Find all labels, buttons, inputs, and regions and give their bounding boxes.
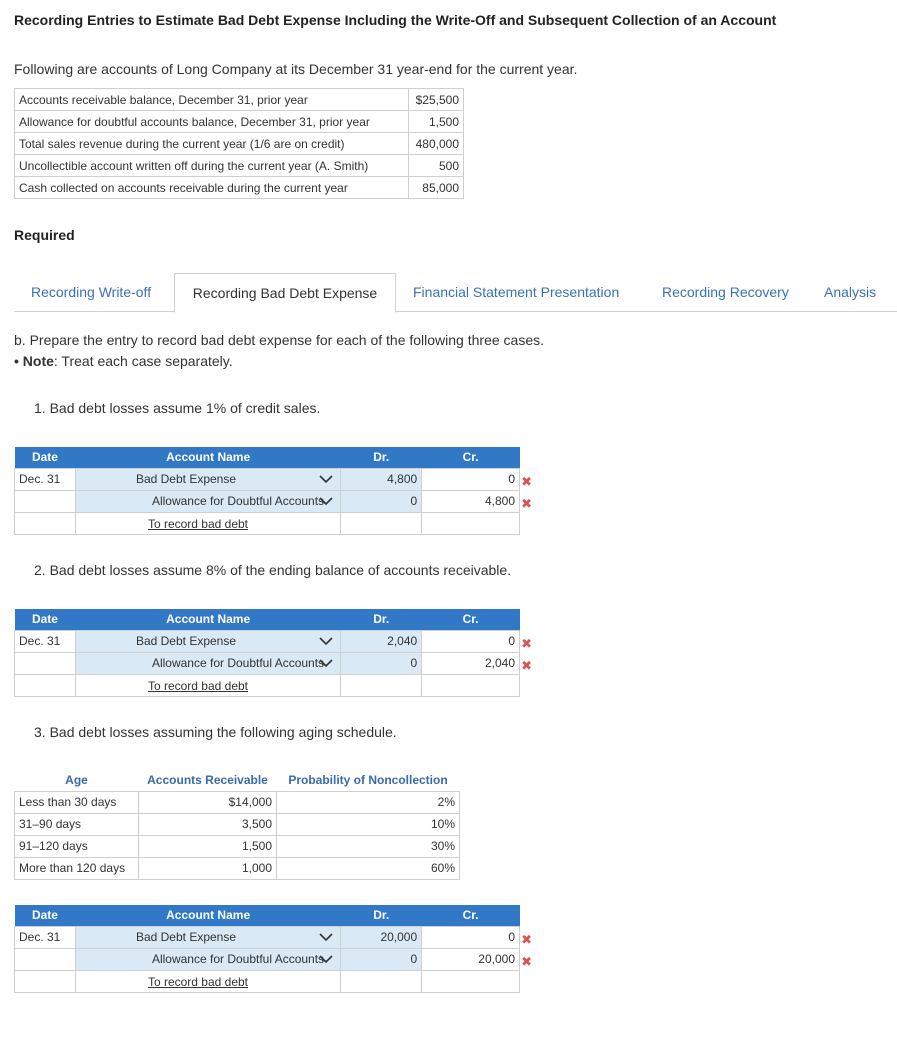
- header-date: Date: [15, 905, 76, 926]
- date-cell: Dec. 31: [15, 630, 76, 652]
- credit-value: 0: [508, 472, 515, 486]
- ar-cell: 3,500: [139, 813, 277, 835]
- aging-schedule-table: [14, 769, 460, 880]
- credit-cell: [422, 970, 520, 992]
- table-row: [15, 111, 464, 133]
- account-label: Cash collected on accounts receivable during the current year: [15, 177, 409, 199]
- probability-cell: 30%: [277, 835, 460, 857]
- journal-table-case-1: [14, 447, 532, 535]
- table-row: [15, 155, 464, 177]
- table-row: [15, 791, 460, 813]
- journal-table-case-3: [14, 905, 532, 993]
- incorrect-icon: ✖: [521, 954, 532, 969]
- header-accounts-receivable: Accounts Receivable: [147, 772, 268, 787]
- credit-value: 4,800: [484, 494, 515, 508]
- memo-cell: [75, 970, 340, 992]
- header-dr: Dr.: [341, 447, 422, 468]
- header-cr: Cr.: [422, 905, 520, 926]
- account-value: 500: [409, 155, 464, 177]
- header-cr: Cr.: [422, 609, 520, 630]
- note-label: • Note: [14, 353, 54, 369]
- account-value: 1,500: [409, 111, 464, 133]
- memo-cell: [75, 674, 340, 696]
- note-text: : Treat each case separately.: [53, 353, 233, 369]
- date-cell: [15, 652, 76, 674]
- date-cell: [15, 970, 76, 992]
- incorrect-icon: ✖: [521, 496, 532, 511]
- header-dr: Dr.: [341, 905, 422, 926]
- table-row: [15, 857, 460, 879]
- header-date: Date: [15, 609, 76, 630]
- case-3-text: 3. Bad debt losses assuming the following aging schedule.: [34, 724, 397, 740]
- table-row: [15, 512, 520, 534]
- account-label: Uncollectible account written off during the current year (A. Smith): [15, 155, 409, 177]
- case-2-text: 2. Bad debt losses assume 8% of the ending balance of accounts receivable.: [34, 562, 512, 578]
- credit-input[interactable]: [422, 468, 532, 490]
- table-row: [15, 468, 520, 490]
- memo-text: To record bad debt: [147, 974, 249, 989]
- page-title: Recording Entries to Estimate Bad Debt Expense Including the Write-Off and Subsequent Collection of an Account: [14, 12, 777, 28]
- credit-input[interactable]: [422, 630, 532, 652]
- account-select[interactable]: [75, 652, 340, 674]
- credit-input[interactable]: [422, 926, 532, 948]
- date-cell: Dec. 31: [15, 926, 76, 948]
- debit-cell: [341, 512, 422, 534]
- incorrect-icon: ✖: [521, 636, 532, 651]
- account-value: $25,500: [409, 89, 464, 111]
- memo-text: To record bad debt: [147, 516, 249, 531]
- instructions: [14, 330, 544, 372]
- account-select[interactable]: [75, 490, 340, 512]
- table-row: [15, 490, 520, 512]
- tab-bar: [14, 273, 897, 312]
- account-value: Allowance for Doubtful Accounts: [151, 493, 325, 508]
- ar-cell: 1,500: [139, 835, 277, 857]
- journal-header-row: [15, 447, 520, 468]
- note-line: [14, 351, 544, 372]
- table-row: [15, 813, 460, 835]
- memo-cell: [75, 512, 340, 534]
- tab-analysis[interactable]: Analysis: [824, 284, 877, 300]
- credit-value: 0: [508, 634, 515, 648]
- header-account: Account Name: [75, 447, 340, 468]
- table-row: [15, 970, 520, 992]
- memo-text: To record bad debt: [147, 678, 249, 693]
- age-cell: Less than 30 days: [15, 791, 139, 813]
- table-row: [15, 674, 520, 696]
- tab-recording-write-off[interactable]: Recording Write-off: [31, 284, 152, 300]
- age-cell: More than 120 days: [15, 857, 139, 879]
- probability-cell: 60%: [277, 857, 460, 879]
- table-row: [15, 948, 520, 970]
- chevron-down-icon: [318, 657, 334, 669]
- debit-input[interactable]: 0: [341, 652, 422, 674]
- intro-text: Following are accounts of Long Company at its December 31 year-end for the current year.: [14, 61, 578, 77]
- date-cell: [15, 490, 76, 512]
- table-row: [15, 652, 520, 674]
- account-value: Bad Debt Expense: [135, 633, 237, 648]
- aging-header-row: [15, 769, 460, 791]
- table-row: [15, 630, 520, 652]
- probability-cell: 2%: [277, 791, 460, 813]
- header-account: Account Name: [75, 609, 340, 630]
- debit-cell: [341, 970, 422, 992]
- account-label: Accounts receivable balance, December 31, prior year: [15, 89, 409, 111]
- header-account: Account Name: [75, 905, 340, 926]
- credit-cell: [422, 674, 520, 696]
- chevron-down-icon: [318, 495, 334, 507]
- account-select[interactable]: [75, 630, 340, 652]
- date-cell: [15, 674, 76, 696]
- account-select[interactable]: [75, 468, 340, 490]
- case-1-text: 1. Bad debt losses assume 1% of credit sales.: [34, 400, 321, 416]
- account-value: 480,000: [409, 133, 464, 155]
- account-value: Bad Debt Expense: [135, 929, 237, 944]
- debit-input[interactable]: 20,000: [341, 926, 422, 948]
- tab-recording-bad-debt-expense[interactable]: Recording Bad Debt Expense: [174, 273, 396, 313]
- debit-input[interactable]: 0: [341, 490, 422, 512]
- tab-financial-statement-presentation[interactable]: Financial Statement Presentation: [413, 284, 620, 300]
- instruction-line: b. Prepare the entry to record bad debt expense for each of the following three cases.: [14, 332, 544, 348]
- chevron-down-icon: [318, 473, 334, 485]
- credit-value: 20,000: [478, 952, 515, 966]
- age-cell: 31–90 days: [15, 813, 139, 835]
- table-row: [15, 835, 460, 857]
- header-dr: Dr.: [341, 609, 422, 630]
- ar-cell: 1,000: [139, 857, 277, 879]
- chevron-down-icon: [318, 635, 334, 647]
- ar-cell: $14,000: [139, 791, 277, 813]
- debit-input[interactable]: 4,800: [341, 468, 422, 490]
- tab-recording-recovery[interactable]: Recording Recovery: [662, 284, 789, 300]
- table-row: [15, 133, 464, 155]
- account-value: 85,000: [409, 177, 464, 199]
- account-value: Bad Debt Expense: [135, 471, 237, 486]
- journal-header-row: [15, 609, 520, 630]
- probability-cell: 10%: [277, 813, 460, 835]
- incorrect-icon: ✖: [521, 932, 532, 947]
- debit-input[interactable]: 2,040: [341, 630, 422, 652]
- account-label: Allowance for doubtful accounts balance, December 31, prior year: [15, 111, 409, 133]
- age-cell: 91–120 days: [15, 835, 139, 857]
- required-heading: Required: [14, 227, 75, 243]
- chevron-down-icon: [318, 953, 334, 965]
- accounts-table: [14, 88, 464, 199]
- chevron-down-icon: [318, 931, 334, 943]
- incorrect-icon: ✖: [521, 658, 532, 673]
- account-select[interactable]: [75, 926, 340, 948]
- table-row: [15, 89, 464, 111]
- account-value: Allowance for Doubtful Accounts: [151, 655, 325, 670]
- header-probability: Probability of Noncollection: [288, 772, 448, 787]
- account-label: Total sales revenue during the current year (1/6 are on credit): [15, 133, 409, 155]
- journal-header-row: [15, 905, 520, 926]
- date-cell: [15, 948, 76, 970]
- credit-input[interactable]: [422, 652, 532, 674]
- date-cell: [15, 512, 76, 534]
- debit-cell: [341, 674, 422, 696]
- incorrect-icon: ✖: [521, 474, 532, 489]
- debit-input[interactable]: 0: [341, 948, 422, 970]
- date-cell: Dec. 31: [15, 468, 76, 490]
- header-age: Age: [65, 772, 88, 787]
- credit-value: 2,040: [484, 656, 515, 670]
- credit-input[interactable]: [422, 948, 532, 970]
- credit-input[interactable]: [422, 490, 532, 512]
- header-date: Date: [15, 447, 76, 468]
- journal-table-case-2: [14, 609, 532, 697]
- header-cr: Cr.: [422, 447, 520, 468]
- account-value: Allowance for Doubtful Accounts: [151, 951, 325, 966]
- credit-value: 0: [508, 930, 515, 944]
- account-select[interactable]: [75, 948, 340, 970]
- table-row: [15, 926, 520, 948]
- credit-cell: [422, 512, 520, 534]
- table-row: [15, 177, 464, 199]
